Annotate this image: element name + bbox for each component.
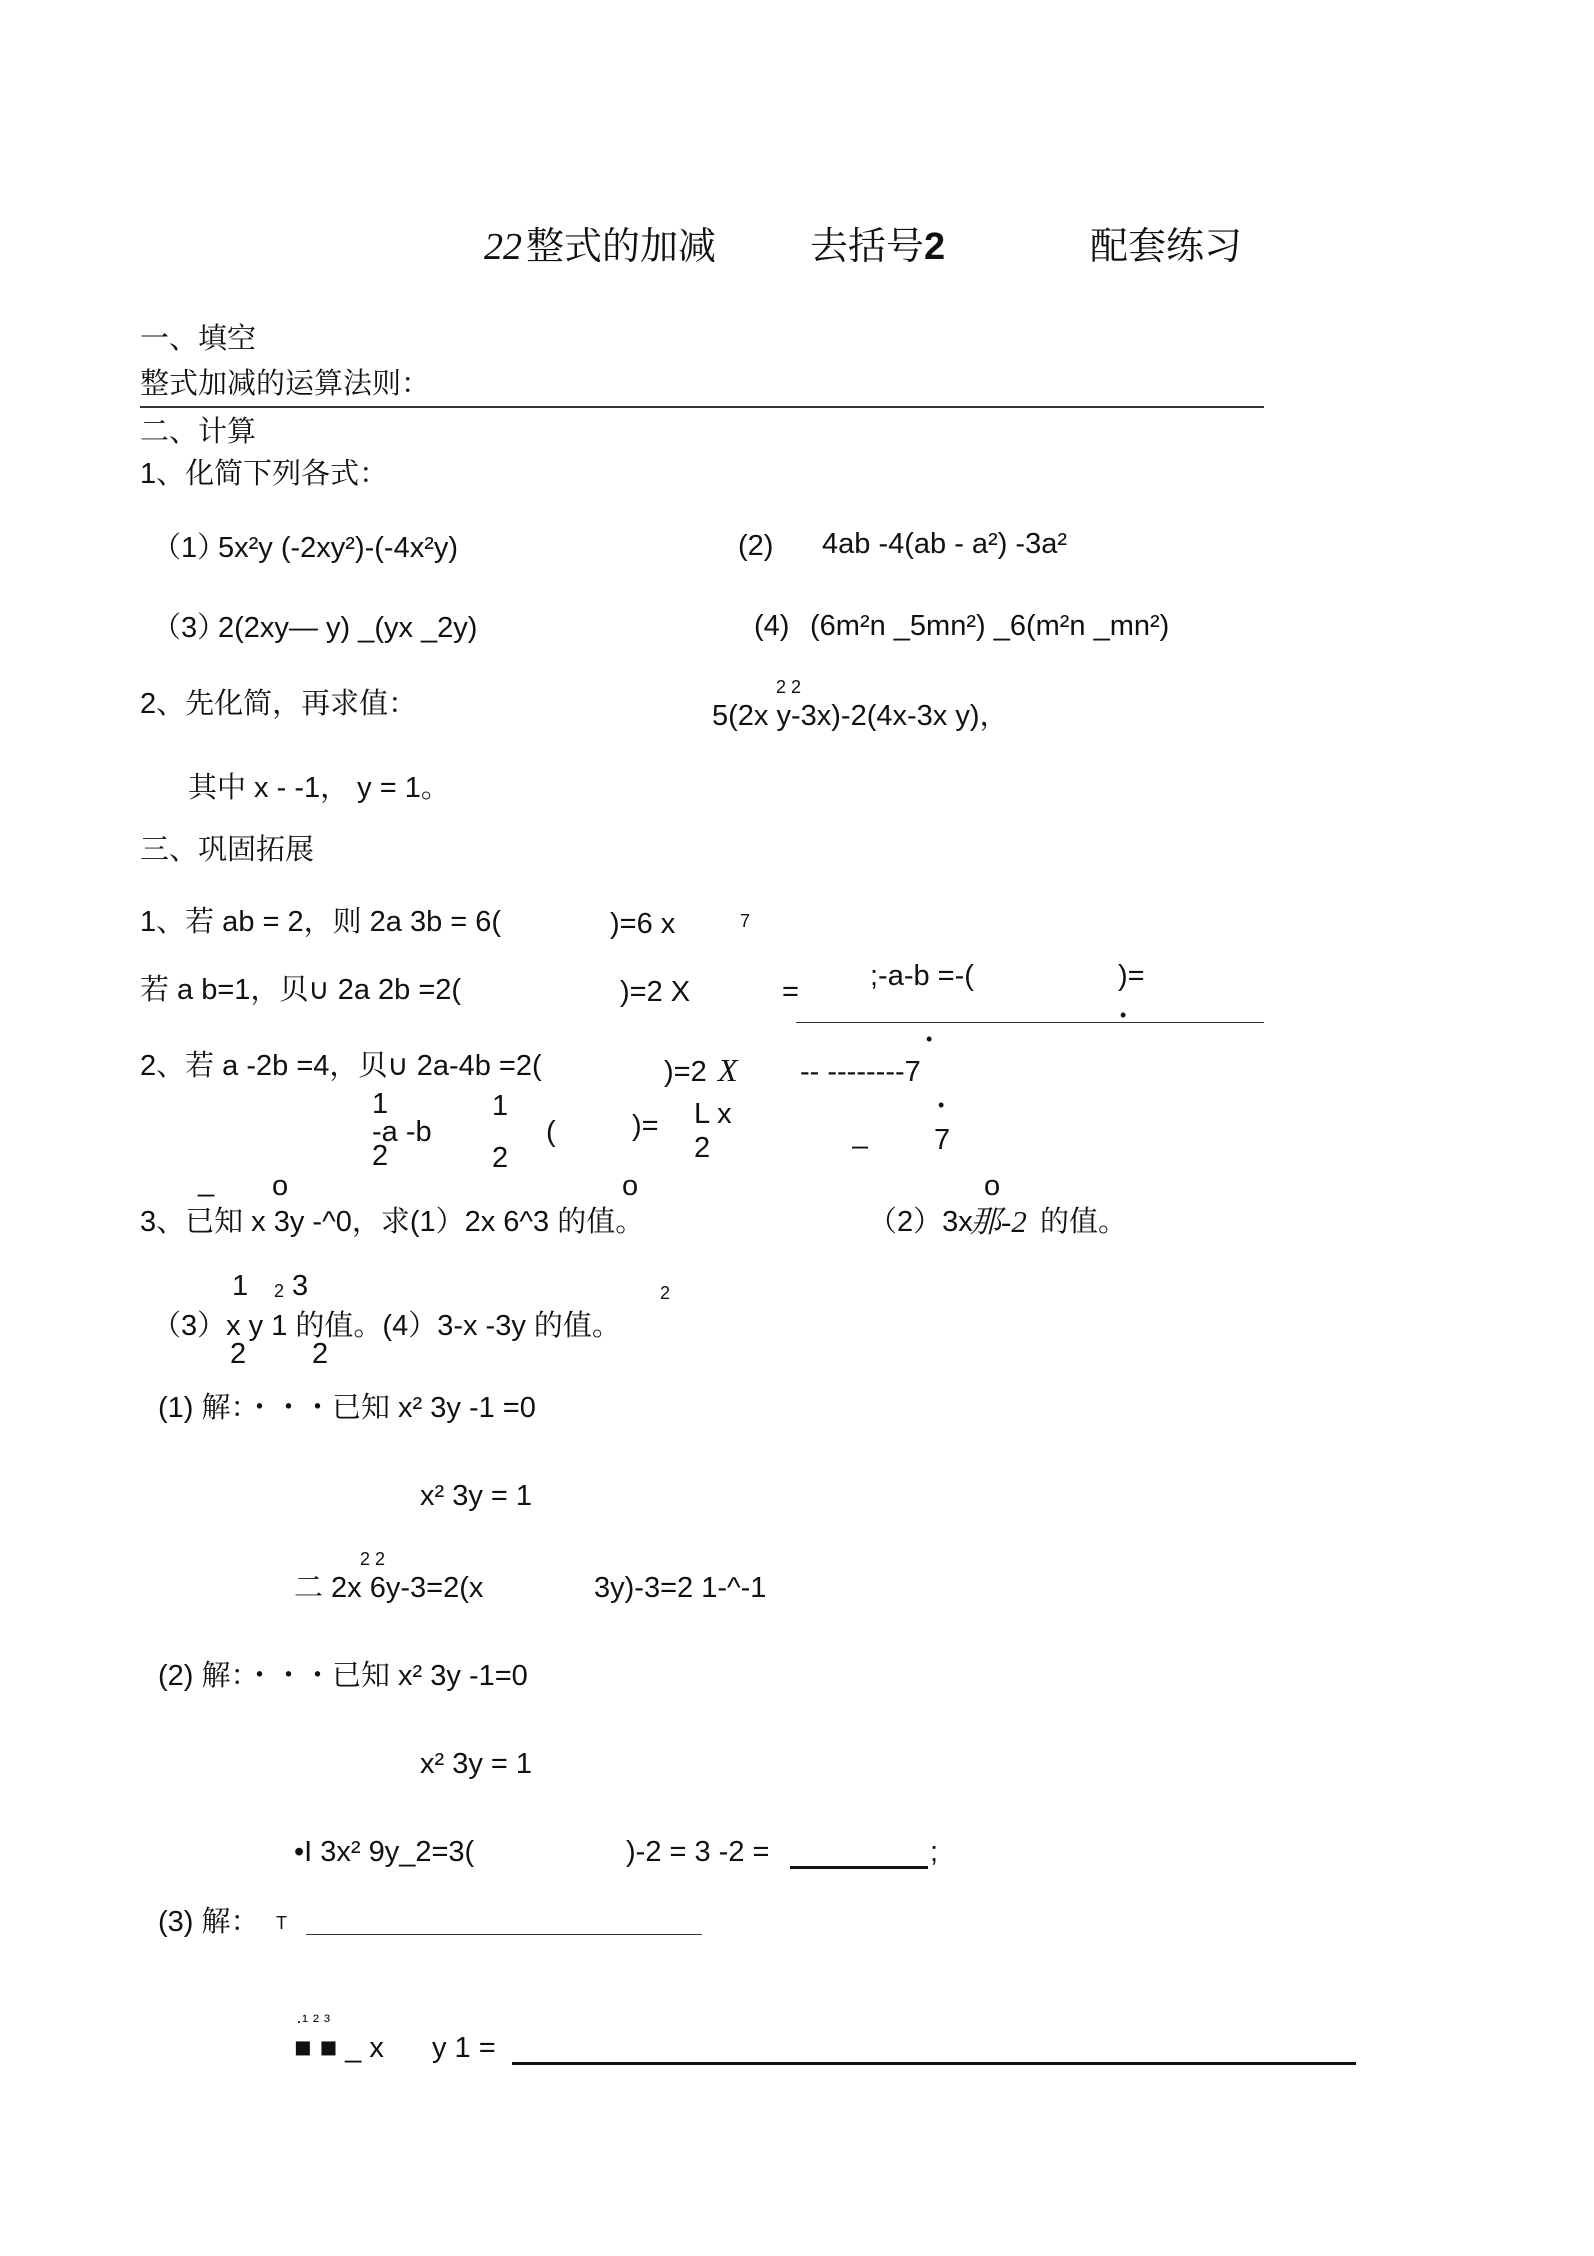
title-part2: 去括号 xyxy=(810,226,925,268)
ext-line-2-neg-result: )= xyxy=(1118,960,1145,992)
solution-2-line-3: •I 3x² 9y_2=3( xyxy=(294,1836,475,1868)
solution-3-line-1: (3) 解： xyxy=(158,1906,260,1938)
problem-4: (6m²n _5mn²) _6(m²n _mn²) xyxy=(810,610,1170,642)
ext-question-3-part2-italic: 那-2 xyxy=(970,1204,1027,1239)
ext-line-2-underline xyxy=(796,1022,1264,1023)
ext-line-1-note: 7 xyxy=(740,911,751,931)
o-mark: o xyxy=(272,1170,289,1202)
title-number: 22 xyxy=(484,226,522,268)
section2-heading: 二、计算 xyxy=(140,416,257,448)
solution-2-line-3-tail: )-2 = 3 -2 = xyxy=(626,1836,770,1868)
ext-question-3-part2-tail: 的值。 xyxy=(1040,1206,1128,1238)
dot-mark: • xyxy=(1120,1005,1127,1025)
ext-question-3-part2: （2）3x xyxy=(868,1206,973,1238)
q3-sup: 2 xyxy=(660,1283,671,1303)
seven-mark: 7 xyxy=(934,1124,951,1156)
ext-line-2: 若 a b=1，贝∪ 2a 2b =2( xyxy=(140,974,462,1006)
rule-answer-line xyxy=(140,406,1264,408)
o-mark: o xyxy=(622,1170,639,1202)
problem-1: 5x²y (-2xy²)-(-4x²y) xyxy=(218,532,459,564)
dot-mark: • xyxy=(926,1029,933,1049)
solution-1-line-3-tail: 3y)-3=2 1-^-1 xyxy=(594,1572,767,1604)
solution-2-line-1: (2) 解：・・・已知 x² 3y -1=0 xyxy=(158,1660,528,1692)
under-mark: _ xyxy=(198,1166,215,1198)
solution-3-sup: ·¹ ² ³ xyxy=(296,2011,330,2031)
title-part3: 配套练习 xyxy=(1090,226,1243,268)
problem-2-label: (2) xyxy=(738,530,774,562)
solution-3-line-2: ■ ■ _ x xyxy=(294,2032,384,2064)
o-mark: o xyxy=(984,1170,1001,1202)
solution-3-blank xyxy=(306,1934,702,1935)
ext-line-1-result: )=6 x xyxy=(610,908,676,940)
paren-close-equals: )= xyxy=(632,1110,659,1142)
ext-line-2-equals: = xyxy=(782,976,799,1008)
q3-three: 3 xyxy=(292,1270,309,1302)
q3-denominator-1: 2 xyxy=(230,1338,247,1370)
section3-heading: 三、巩固拓展 xyxy=(140,834,315,866)
question-1: 1、化简下列各式： xyxy=(140,458,389,490)
frac-denominator: 2 xyxy=(372,1140,389,1172)
q3-line: （3）x y 1 的值。(4）3-x -3y 的值。 xyxy=(152,1310,621,1342)
solution-2-semicolon: ; xyxy=(930,1836,939,1868)
solution-1-sup: 2 2 xyxy=(360,1549,386,1569)
solution-2-answer-blank xyxy=(790,1866,928,1869)
frac-numerator: 1 xyxy=(372,1088,389,1120)
frac2-denominator: 2 xyxy=(492,1142,509,1174)
paren-open: ( xyxy=(546,1116,556,1148)
l-x: L x xyxy=(694,1098,732,1130)
solution-3-t: T xyxy=(276,1913,287,1933)
solution-2-line-2: x² 3y = 1 xyxy=(420,1748,533,1780)
title-part1: 整式的加减 xyxy=(526,226,717,268)
ext-line-2-neg: ;-a-b =-( xyxy=(870,960,974,992)
solution-3-answer-blank xyxy=(512,2062,1356,2065)
title-part2-number: 2 xyxy=(924,226,946,268)
rule-label: 整式加减的运算法则： xyxy=(140,368,431,400)
ext-line-3-x: X xyxy=(718,1052,738,1088)
question-2-expression: 5(2x y-3x)-2(4x-3x y)， xyxy=(712,700,1009,732)
frac2-numerator: 1 xyxy=(492,1090,509,1122)
solution-1-line-1: (1) 解：・・・已知 x² 3y -1 =0 xyxy=(158,1392,536,1424)
solution-1-line-3: 二 2x 6y-3=2(x xyxy=(294,1572,484,1604)
solution-1-line-2: x² 3y = 1 xyxy=(420,1480,533,1512)
dot-mark: • xyxy=(938,1095,945,1115)
problem-2: 4ab -4(ab - a²) -3a² xyxy=(822,528,1067,560)
solution-3-line-2-tail: y 1 = xyxy=(432,2032,496,2064)
dash-mark: – xyxy=(852,1130,869,1162)
frac-expression: -a -b xyxy=(372,1116,432,1148)
problem-3-label: （3） xyxy=(152,612,227,644)
problem-3: 2(2xy— y) _(yx _2y) xyxy=(218,612,478,644)
q3-frac-top: 1 xyxy=(232,1270,249,1302)
ext-line-3-result: )=2 xyxy=(664,1056,707,1088)
ext-line-1: 1、若 ab = 2，则 2a 3b = 6( xyxy=(140,906,502,938)
question-2-superscript: 2 2 xyxy=(776,677,802,697)
problem-1-label: （1） xyxy=(152,532,227,564)
ext-line-3-tail: -- --------7 xyxy=(800,1056,921,1088)
l-x-denominator: 2 xyxy=(694,1132,711,1164)
ext-line-2-result: )=2 X xyxy=(620,976,691,1008)
problem-4-label: (4) xyxy=(754,610,790,642)
q3-frac-sub: 2 xyxy=(274,1281,285,1301)
ext-line-3: 2、若 a -2b =4，贝∪ 2a-4b =2( xyxy=(140,1050,542,1082)
ext-question-3: 3、已知 x 3y -^0，求(1）2x 6^3 的值。 xyxy=(140,1206,645,1238)
question-2: 2、先化简，再求值： xyxy=(140,688,418,720)
section1-heading: 一、填空 xyxy=(140,323,257,355)
q3-denominator-2: 2 xyxy=(312,1338,329,1370)
question-2-condition: 其中 x - -1， y = 1。 xyxy=(188,772,450,804)
